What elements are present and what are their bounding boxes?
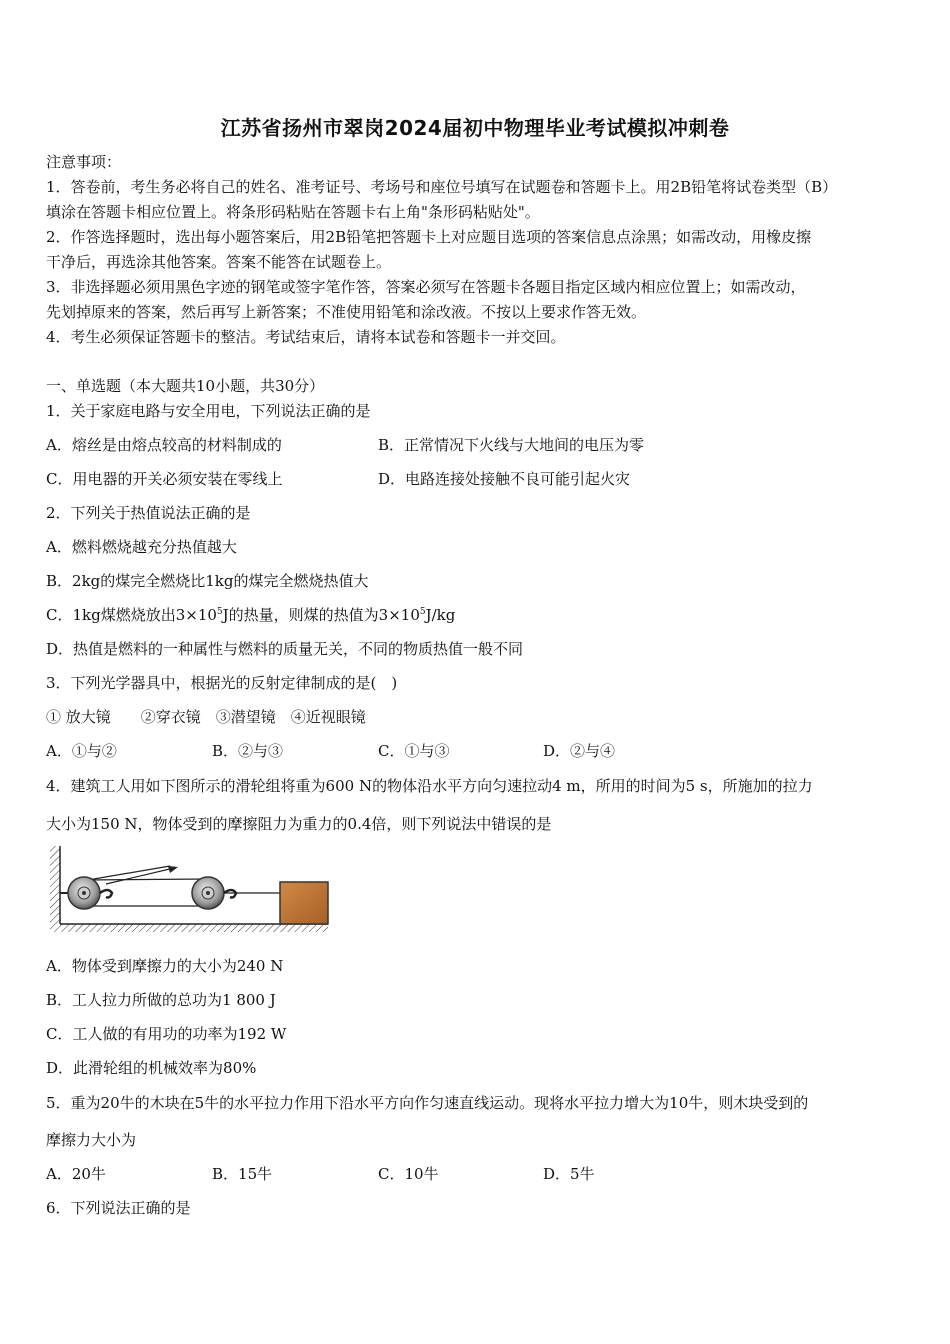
pull-arrow-head [168, 866, 178, 873]
rope-pull [88, 866, 170, 880]
q5-stem-line1: 5．重为20牛的木块在5牛的水平拉力作用下沿水平方向作匀速直线运动。现将水平拉力增大为10牛，则木块受到的 [46, 1094, 809, 1112]
q2-c-exponent-1: 5 [216, 607, 223, 617]
q6-stem: 6．下列说法正确的是 [46, 1199, 191, 1217]
movable-pulley-pin [206, 891, 210, 895]
q4-option-b: B．工人拉力所做的总功为1 800 J [46, 991, 276, 1009]
q4-option-a: A．物体受到摩擦力的大小为240 N [46, 957, 284, 975]
fixed-pulley-pin [82, 891, 86, 895]
q1-option-c: C．用电器的开关必须安装在零线上 [46, 470, 283, 488]
q2-option-c [46, 605, 455, 625]
q5-option-a: A．20牛 [46, 1165, 106, 1183]
q4-stem-line1: 4．建筑工人用如下图所示的滑轮组将重为600 N的物体沿水平方向匀速拉动4 m，所用的时间为5 s，所施加的拉力 [46, 777, 813, 795]
q2-option-b: B．2kg的煤完全燃烧比1kg的煤完全燃烧热值大 [46, 572, 369, 590]
q5-option-b: B．15牛 [212, 1165, 273, 1183]
q4-option-d: D．此滑轮组的机械效率为80% [46, 1059, 257, 1077]
q2-c-text-2: J的热量，则煤的热值为3×10 [222, 606, 420, 624]
q1-option-a: A．熔丝是由熔点较高的材料制成的 [46, 436, 282, 454]
notice-line: 1．答卷前，考生务必将自己的姓名、准考证号、考场号和座位号填写在试题卷和答题卡上。用2B铅笔将试卷类型（B） [46, 178, 838, 196]
q2-c-exponent-2: 5 [419, 607, 426, 617]
q2-stem: 2．下列关于热值说法正确的是 [46, 504, 251, 522]
q5-option-d: D．5牛 [543, 1165, 595, 1183]
q3-stem: 3．下列光学器具中，根据光的反射定律制成的是( ) [46, 674, 398, 692]
q3-items: ① 放大镜 ②穿衣镜 ③潜望镜 ④近视眼镜 [46, 708, 366, 726]
rope-top [84, 879, 208, 880]
q3-option-c: C．①与③ [378, 742, 450, 760]
section-heading: 一、单选题（本大题共10小题，共30分） [46, 377, 325, 395]
pull-arrow [106, 868, 174, 884]
notice-line: 2．作答选择题时，选出每小题答案后，用2B铅笔把答题卡上对应题目选项的答案信息点涂黑；如需改动，用橡皮擦 [46, 228, 812, 246]
q3-option-a: A．①与② [46, 742, 117, 760]
movable-pulley-hook [224, 890, 236, 898]
pulley-diagram [48, 846, 338, 938]
q1-stem: 1．关于家庭电路与安全用电，下列说法正确的是 [46, 402, 371, 420]
notice-line: 填涂在答题卡相应位置上。将条形码粘贴在答题卡右上角"条形码粘贴处"。 [46, 203, 540, 221]
notice-line: 干净后，再选涂其他答案。答案不能答在试题卷上。 [46, 253, 392, 271]
notice-line: 3．非选择题必须用黑色字迹的钢笔或签字笔作答，答案必须写在答题卡各题目指定区域内相应位置上；如需改动， [46, 278, 806, 296]
q1-option-d: D．电路连接处接触不良可能引起火灾 [378, 470, 631, 488]
q1-option-b: B．正常情况下火线与大地间的电压为零 [378, 436, 645, 454]
q2-c-text-1: C．1kg煤燃烧放出3×10 [46, 606, 217, 624]
q5-stem-line2: 摩擦力大小为 [46, 1131, 137, 1149]
q5-option-c: C．10牛 [378, 1165, 439, 1183]
q3-option-b: B．②与③ [212, 742, 284, 760]
notice-heading: 注意事项： [46, 153, 122, 171]
notice-line: 先划掉原来的答案，然后再写上新答案；不准使用铅笔和涂改液。不按以上要求作答无效。 [46, 303, 647, 321]
exam-title: 江苏省扬州市翠岗2024届初中物理毕业考试模拟冲刺卷 [220, 116, 730, 140]
q2-option-a: A．燃料燃烧越充分热值越大 [46, 538, 237, 556]
q2-option-d: D．热值是燃料的一种属性与燃料的质量无关，不同的物质热值一般不同 [46, 640, 524, 658]
floor-hatch [50, 924, 328, 932]
notice-line: 4．考生必须保证答题卡的整洁。考试结束后，请将本试卷和答题卡一并交回。 [46, 328, 566, 346]
q4-stem-line2: 大小为150 N，物体受到的摩擦阻力为重力的0.4倍，则下列说法中错误的是 [46, 815, 552, 833]
wooden-block [280, 882, 328, 924]
q3-option-d: D．②与④ [543, 742, 616, 760]
q4-option-c: C．工人做的有用功的功率为192 W [46, 1025, 287, 1043]
wall-hatch [50, 846, 60, 924]
q2-c-text-3: J/kg [425, 606, 456, 624]
fixed-pulley-hook [100, 890, 112, 898]
